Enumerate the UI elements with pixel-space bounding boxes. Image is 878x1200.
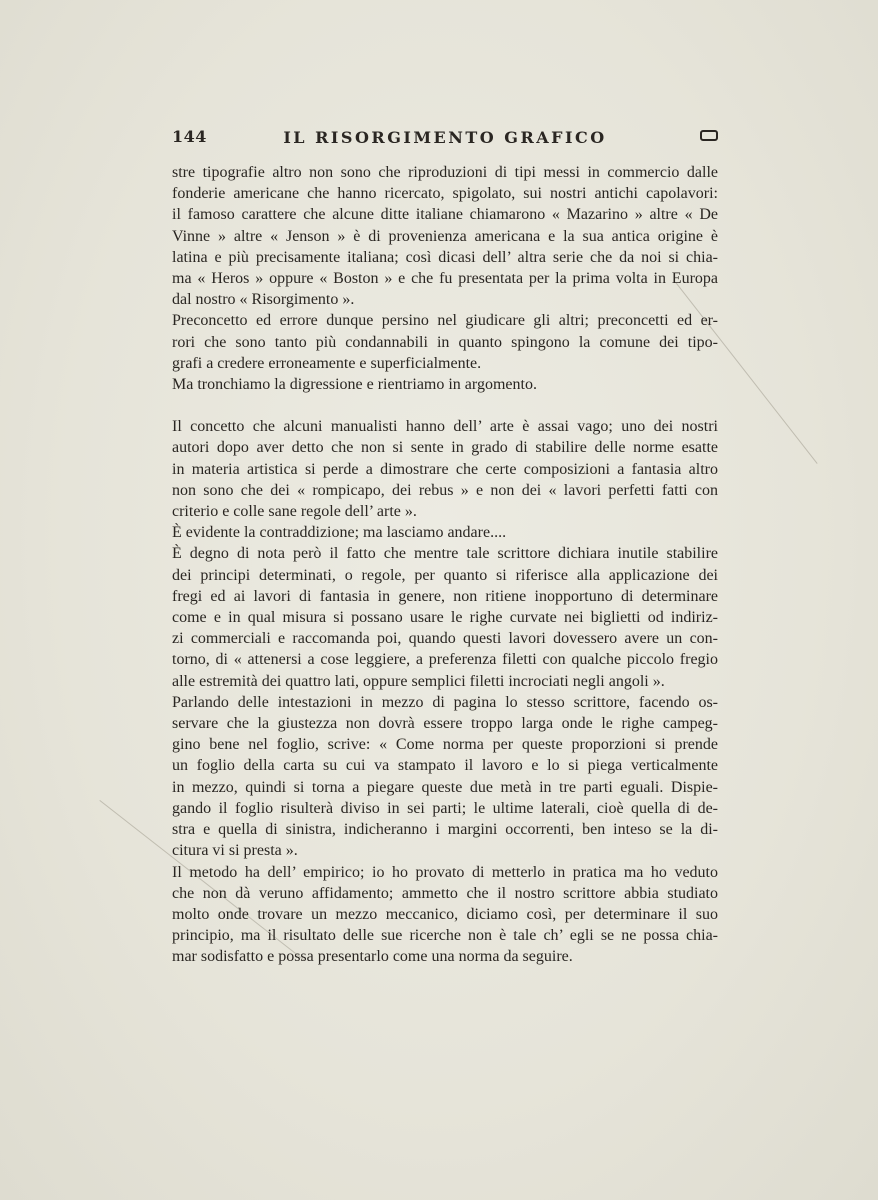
text-line: torno, di « attenersi a cose leggiere, a preferenza filetti con qualche piccolo fregio [172,651,718,669]
text-line: citura vi si presta ». [172,842,298,860]
text-line: che non dà veruno affidamento; ammetto che il nostro scrittore abbia studiato [172,884,718,902]
text-line: rori che sono tanto più condannabili in quanto spingono la comune dei tipo- [172,333,718,351]
text-line: dal nostro « Risorgimento ». [172,291,355,309]
body-text [172,162,718,968]
text-line: È evidente la contraddizione; ma lasciamo andare.... [172,524,507,542]
text-line: stra e quella di sinistra, indicheranno i margini occorrenti, ben inteso se la di- [172,821,718,839]
text-line: fregi ed ai lavori di fantasia in genere, non ritiene inopportuno di determinare [172,587,718,605]
page-number: 144 [172,127,207,146]
text-line: autori dopo aver detto che non si sente in grado di stabilire delle norme esatte [172,439,718,457]
text-line: servare che la giustezza non dovrà essere troppo larga onde le righe campeg- [172,715,718,733]
paragraph [172,522,718,543]
text-line: latina e più precisamente italiana; così dicasi dell’ altra serie che da noi si chia- [172,248,718,266]
text-line: stre tipografie altro non sono che riproduzioni di tipi messi in commercio dalle [172,164,718,181]
paragraph [172,374,718,395]
paragraph [172,692,718,862]
text-line: un foglio della carta su cui va stampato il lavoro e lo si piega verticalmente [172,757,718,775]
text-line: Il metodo ha dell’ empirico; io ho provato di metterlo in pratica ma ho veduto [172,863,718,881]
text-line: Preconcetto ed errore dunque persino nel giudicare gli altri; preconcetti ed er- [172,312,718,330]
text-line: Vinne » altre « Jenson » è di provenienza americana e la sua antica origine è [172,227,718,245]
text-line: in materia artistica si perde a dimostrare che certe composizioni a fantasia altro [172,460,718,478]
paragraph [172,416,718,522]
paragraph-gap [172,395,718,416]
paragraph [172,862,718,968]
text-line: dei principi determinati, o regole, per quanto si riferisce alla applicazione dei [172,566,718,584]
text-line: il famoso carattere che alcune ditte italiane chiamarono « Mazarino » altre « De [172,206,718,224]
text-line: criterio e colle sane regole dell’ arte ». [172,503,417,521]
text-line: mar sodisfatto e possa presentarlo come una norma da seguire. [172,948,573,966]
paragraph [172,310,718,374]
text-line: È degno di nota però il fatto che mentre tale scrittore dichiara inutile stabilire [172,545,718,563]
text-line: fonderie americane che hanno ricercato, spigolato, sui nostri antichi capolavori: [172,185,718,203]
text-line: come e in qual misura si possano usare le righe curvate nei biglietti od indiriz- [172,609,718,627]
text-line: Ma tronchiamo la digressione e rientriamo in argomento. [172,376,537,394]
text-line: Il concetto che alcuni manualisti hanno dell’ arte è assai vago; uno dei nostri [172,418,718,436]
text-line: principio, ma il risultato delle sue ricerche non è tale ch’ egli se ne possa chia- [172,927,718,945]
running-title: IL RISORGIMENTO GRAFICO [283,128,607,147]
text-line: alle estremità dei quattro lati, oppure semplici filetti incrociati negli angoli ». [172,672,665,690]
text-line: in mezzo, quindi si torna a piegare queste due metà in tre parti eguali. Dispie- [172,778,718,796]
text-line: Parlando delle intestazioni in mezzo di pagina lo stesso scrittore, facendo os- [172,693,718,711]
text-line: zi commerciali e raccomanda poi, quando questi lavori dovessero avere un con- [172,630,718,648]
text-line: gando il foglio risulterà diviso in sei parti; le ultime laterali, cioè quella di de- [172,799,718,817]
text-line: non sono che dei « rompicapo, dei rebus » e non dei « lavori perfetti fatti con [172,481,718,499]
page-header [172,125,718,151]
paragraph [172,543,718,691]
rectangle-ornament-icon [700,130,718,141]
text-line: gino bene nel foglio, scrive: « Come norma per queste proporzioni si prende [172,736,718,754]
paragraph [172,162,718,310]
text-line: molto onde trovare un mezzo meccanico, diciamo così, per determinare il suo [172,905,718,923]
text-line: grafi a credere erroneamente e superficialmente. [172,354,482,372]
text-line: ma « Heros » oppure « Boston » e che fu presentata per la prima volta in Europa [172,270,718,288]
